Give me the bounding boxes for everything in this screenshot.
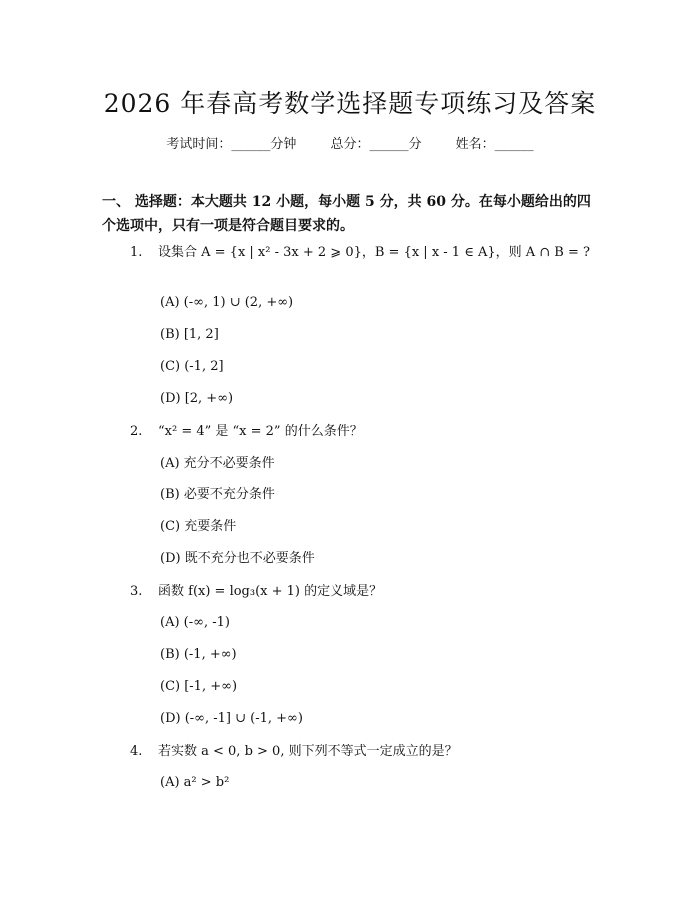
- question-2: [102, 420, 598, 444]
- question-number: 3.: [130, 584, 143, 599]
- question-number: 4.: [130, 744, 143, 759]
- question-text: “x² = 4” 是 “x = 2” 的什么条件？: [158, 424, 363, 439]
- question-3-option-c: (C) [-1, +∞): [160, 679, 238, 694]
- student-name-field: 姓名：______: [455, 137, 534, 152]
- question-text: 设集合 A = {x | x² - 3x + 2 ⩾ 0}，B = {x | x - 1 ∈ A}，则 A ∩ B = ?: [158, 245, 590, 260]
- section-heading: 一、 选择题：本大题共 12 小题，每小题 5 分，共 60 分。在每小题给出的四个选项中，只有一项是符合题目要求的。: [102, 194, 591, 234]
- question-3: [102, 580, 598, 604]
- question-1-option-a: (A) (-∞, 1) ∪ (2, +∞): [160, 295, 294, 310]
- question-1-option-d: (D) [2, +∞): [160, 391, 234, 406]
- total-score-field: 总分：______分: [330, 137, 422, 152]
- question-2-option-d: (D) 既不充分也不必要条件: [160, 551, 315, 566]
- question-4: [102, 740, 598, 764]
- question-2-option-a: (A) 充分不必要条件: [160, 456, 275, 471]
- exam-meta: [0, 133, 700, 152]
- question-number: 1.: [130, 245, 143, 260]
- question-text: 函数 f(x) = log₃(x + 1) 的定义域是？: [158, 584, 383, 599]
- question-1: [102, 241, 598, 265]
- question-number: 2.: [130, 424, 143, 439]
- question-2-option-b: (B) 必要不充分条件: [160, 487, 275, 502]
- question-2-option-c: (C) 充要条件: [160, 519, 237, 534]
- question-1-option-b: (B) [1, 2]: [160, 327, 219, 342]
- exam-time-field: 考试时间：______分钟: [166, 137, 297, 152]
- question-4-option-a: (A) a² > b²: [160, 775, 230, 790]
- page-title: 2026 年春高考数学选择题专项练习及答案: [103, 89, 597, 118]
- question-text: 若实数 a < 0, b > 0, 则下列不等式一定成立的是？: [158, 744, 458, 759]
- question-3-option-d: (D) (-∞, -1] ∪ (-1, +∞): [160, 711, 303, 726]
- question-1-option-c: (C) (-1, 2]: [160, 359, 224, 374]
- question-3-option-a: (A) (-∞, -1): [160, 615, 230, 630]
- question-3-option-b: (B) (-1, +∞): [160, 647, 237, 662]
